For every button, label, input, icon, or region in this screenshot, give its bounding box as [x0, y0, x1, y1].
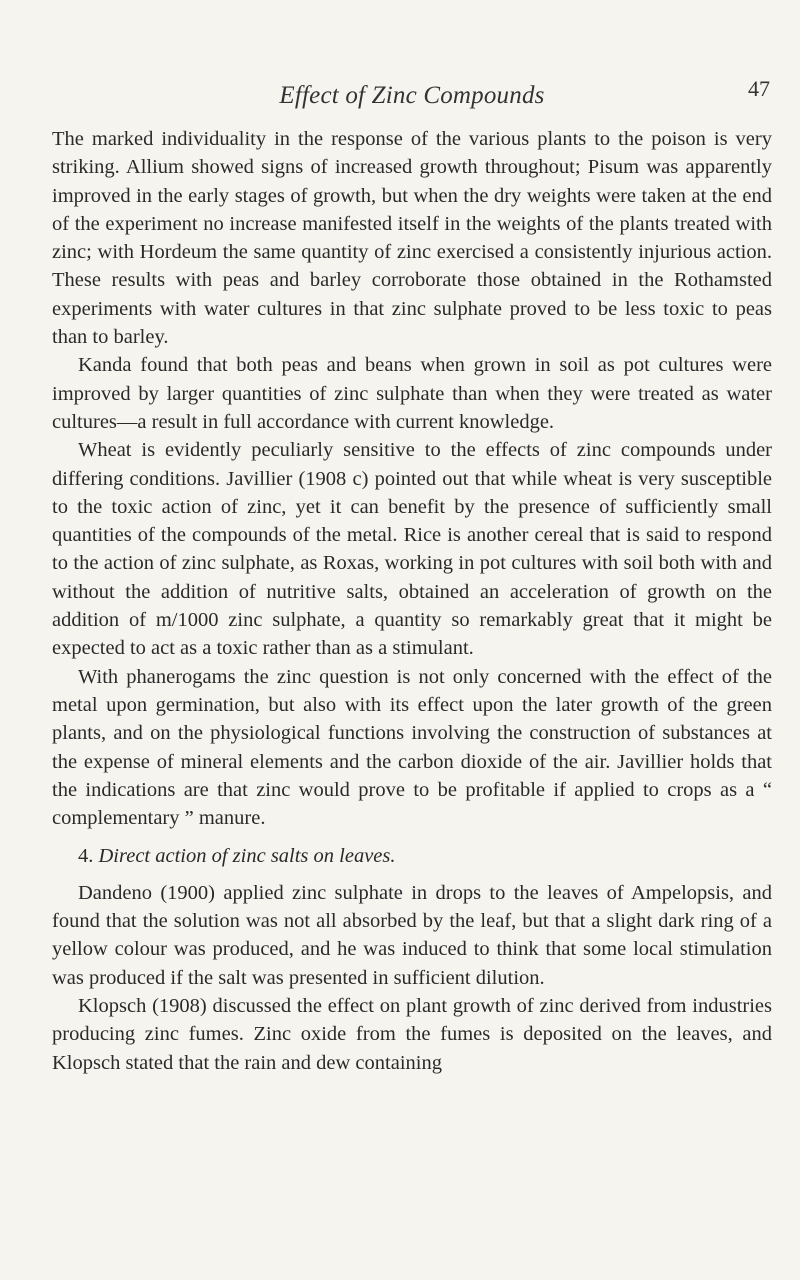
section-heading	[52, 842, 772, 870]
section-number: 4.	[78, 845, 94, 868]
paragraph: The marked individuality in the response of the various plants to the poison is very striking. Allium showed signs of increased growth throughout; Pisum was apparently improved in the early stages of growth, but when the dry weights were taken at the end of the experiment no increase manifested itself in the weights of the plants treated with zinc; with Hordeum the same quantity of zinc exercised a consistently injurious action. These results with peas and barley corroborate those obtained in the Rothamsted experiments with water cultures in that zinc sulphate proved to be less toxic to peas than to barley.	[52, 128, 772, 349]
body-text	[52, 125, 772, 1077]
paragraph: Wheat is evidently peculiarly sensitive to the effects of zinc compounds under differing conditions. Javillier (1908 c) pointed out that while wheat is very susceptible to the toxic action of zinc, yet it can benefit by the presence of sufficiently small quantities of the compounds of the metal. Rice is another cereal that is said to respond to the action of zinc sulphate, as Roxas, working in pot cultures with soil both with and without the addition of nutritive salts, obtained an acceleration of growth on the addition of m/1000 zinc sulphate, a quantity so remarkably great that it might be expected to act as a toxic rather than as a stimulant.	[52, 439, 772, 660]
paragraph: With phanerogams the zinc question is not only concerned with the effect of the metal upon germination, but also with its effect upon the later growth of the green plants, and on the physiological functions involving the construction of substances at the expense of mineral elements and the carbon dioxide of the air. Javillier holds that the indications are that zinc would prove to be profitable if applied to crops as a “ complementary ” manure.	[52, 665, 772, 830]
running-title: Effect of Zinc Compounds	[279, 82, 545, 109]
paragraph: Kanda found that both peas and beans when grown in soil as pot cultures were improved by larger quantities of zinc sulphate than when they were treated as water cultures—a result in full accordance with current knowledge.	[52, 354, 772, 433]
page-number: 47	[748, 76, 770, 101]
section-title: Direct action of zinc salts on leaves.	[98, 845, 396, 868]
paragraph: Dandeno (1900) applied zinc sulphate in drops to the leaves of Ampelopsis, and found that the solution was not all absorbed by the leaf, but that a slight dark ring of a yellow colour was produced, and he was induced to think that some local stimulation was produced if the salt was presented in sufficient dilution.	[52, 881, 772, 989]
paragraph: Klopsch (1908) discussed the effect on plant growth of zinc derived from industries producing zinc fumes. Zinc oxide from the fumes is deposited on the leaves, and Klopsch stated that the rain and dew containing	[52, 994, 772, 1074]
running-head	[52, 76, 772, 118]
